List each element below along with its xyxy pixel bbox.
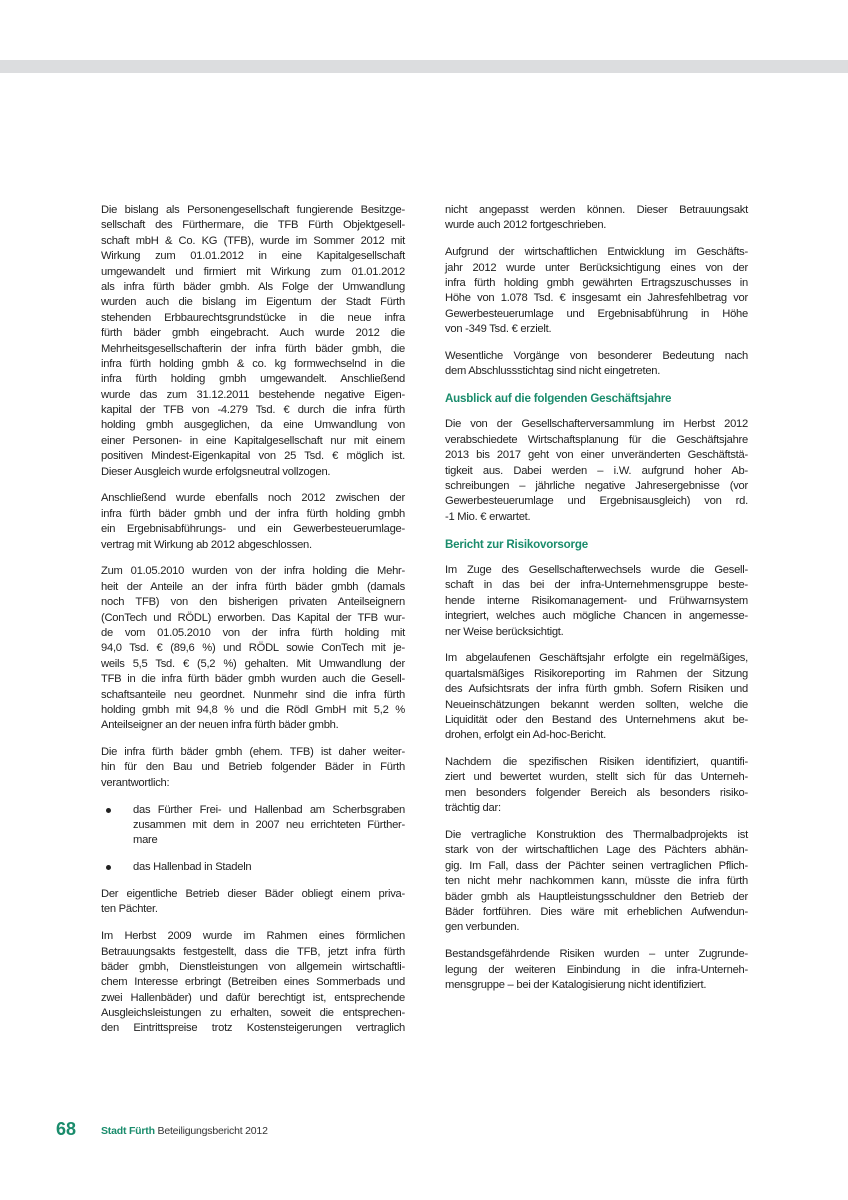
text-line: fürth bäder gmbh eingebracht. Auch wurde 2012 die	[101, 327, 405, 340]
text-line: bäder gmbh als Hauptleistungsschuldner den Betrieb der	[445, 890, 748, 903]
text-line: vertrag mit Wirkung ab 2012 abgeschlossen.	[101, 538, 312, 551]
text-line: 94,0 Tsd. € (89,6 %) und RÖDL sowie ConTech mit je-	[101, 642, 405, 655]
text-line: Nachdem die spezifischen Risiken identifiziert, quantifi-	[445, 756, 748, 769]
text-line: heit der Anteile an der infra fürth bäder gmbh (damals	[101, 580, 405, 593]
text-line: infra fürth holding gmbh gewährten Ertragszuschusses in	[445, 276, 748, 289]
text-line: Betrauungsakts festgestellt, dass die TFB, jetzt infra fürth	[101, 945, 405, 958]
text-line: Mehrheitsgesellschafterin der infra fürth bäder gmbh, die	[101, 342, 405, 355]
paragraph	[445, 417, 748, 525]
text-line: zusammen mit dem in 2007 neu errichteten Fürther-	[133, 819, 405, 832]
text-line: hin für den Bau und Betrieb folgender Bäder in Fürth	[101, 761, 405, 774]
text-line: infra fürth bäder gmbh und der infra fürth holding gmbh	[101, 507, 405, 520]
paragraph	[445, 245, 748, 337]
text-line: men besonders folgender Bereich als besonders risiko-	[445, 786, 748, 799]
footer-title: Beteiligungsbericht 2012	[157, 1125, 268, 1137]
text-line: wurde das zum 31.12.2011 bestehende negative Eigen-	[101, 388, 405, 401]
text-line: Gewerbesteuerumlage und Ergebnisabführung in Höhe	[445, 307, 748, 320]
paragraph	[101, 203, 405, 480]
text-line: gen verbunden.	[445, 921, 520, 934]
text-line: Dieser Ausgleich wurde erfolgsneutral vollzogen.	[101, 465, 331, 478]
text-line: infra fürth holding gmbh umgewandelt. Anschließend	[101, 373, 405, 386]
left-column	[101, 203, 405, 1048]
page-number: 68	[56, 1119, 77, 1139]
paragraph	[445, 203, 748, 234]
section-heading: Bericht zur Risikovorsorge	[445, 537, 588, 551]
text-line: Liquidität oder den Bestand des Unternehmens akut be-	[445, 713, 748, 726]
text-line: Aufgrund der wirtschaftlichen Entwicklung im Geschäfts-	[445, 246, 748, 259]
paragraph	[101, 491, 405, 553]
paragraph	[101, 745, 405, 791]
text-line: Gewerbesteuerumlage und Ergebnisausgleich) von rd.	[445, 495, 748, 508]
text-line: TFB in die infra fürth bäder gmbh wurden auch die Gesell-	[101, 673, 405, 686]
text-line: schreibungen – jährliche negative Jahresergebnisse (vor	[445, 480, 748, 493]
paragraph	[445, 755, 748, 817]
text-line: verabschiedete Wirtschaftsplanung für die Geschäftsjahre	[445, 433, 748, 446]
text-line: ziert und bewertet wurden, stellt sich für das Unterneh-	[445, 771, 748, 784]
page-footer	[0, 1119, 848, 1143]
text-line: stehenden Erbbaurechtsgrundstücke in die neue infra	[101, 311, 405, 324]
text-line: Zum 01.05.2010 wurden von der infra holding die Mehr-	[101, 565, 405, 578]
text-line: kapital der TFB von -4.279 Tsd. € durch die infra fürth	[101, 404, 405, 417]
text-line: Im Herbst 2009 wurde im Rahmen eines förmlichen	[101, 930, 405, 943]
text-line: tigkeit aus. Dabei werden – i.W. aufgrund hoher Ab-	[445, 464, 748, 477]
text-line: dem Abschlussstichtag sind nicht eingetreten.	[445, 365, 661, 378]
paragraph	[445, 828, 748, 936]
text-line: umgewandelt und firmiert mit Wirkung zum 01.01.2012	[101, 265, 405, 278]
text-line: holding gmbh mit 94,8 % und die Rödl GmbH mit 5,2 %	[101, 703, 405, 716]
text-line: -1 Mio. € erwartet.	[445, 510, 531, 523]
text-line: das Hallenbad in Stadeln	[133, 861, 252, 874]
text-line: Ausgleichsleistungen zu erhalten, soweit die entsprechen-	[101, 1007, 405, 1020]
text-line: 2013 bis 2017 geht von einer unveränderten Geschäftstä-	[445, 449, 748, 462]
text-line: von -349 Tsd. € erzielt.	[445, 323, 552, 336]
text-line: schaftsanteile neu geordnet. Nunmehr sind die infra fürth	[101, 688, 405, 701]
text-line: gig. Im Fall, dass der Pächter seinen vertraglichen Pflich-	[445, 859, 748, 872]
text-line: bäder gmbh, Dienstleistungen von allgemein wirtschaftli-	[101, 960, 405, 973]
text-line: stark von der wirtschaftlichen Lage des Pächters abhän-	[445, 844, 748, 857]
text-line: zwei Hallenbäder) und dafür berechtigt ist, entsprechende	[101, 991, 405, 1004]
text-line: nicht angepasst werden können. Dieser Betrauungsakt	[445, 204, 748, 216]
bullet-item	[101, 860, 405, 875]
text-line: ein Ergebnisabführungs- und ein Gewerbesteuerumlage-	[101, 523, 405, 536]
text-line: integriert, welches auch mögliche Chancen in angemesse-	[445, 610, 748, 623]
text-line: trächtig dar:	[445, 802, 501, 815]
text-line: hende interne Risikomanagement- und Frühwarnsystem	[445, 594, 748, 607]
text-line: chem Interesse erbringt (Betreiben eines Sommerbads und	[101, 976, 405, 989]
text-line: Der eigentliche Betrieb dieser Bäder obliegt einem priva-	[101, 887, 405, 900]
text-line: ten Pächter.	[101, 903, 158, 916]
text-line: einer Personen- in eine Kapitalgesellschaft nur mit einem	[101, 434, 405, 447]
footer-text	[101, 1125, 268, 1137]
text-line: positiven Mindest-Eigenkapital von 25 Tsd. € möglich ist.	[101, 450, 405, 463]
text-line: quartalsmäßiges Risikoreporting im Rahmen der Sitzung	[445, 667, 748, 680]
paragraph	[101, 564, 405, 733]
text-line: Im Zuge des Gesellschafterwechsels wurde die Gesell-	[445, 563, 748, 576]
text-line: als infra fürth bäder gmbh. Als Folge der Umwandlung	[101, 280, 405, 293]
text-line: drohen, erfolgt ein Ad-hoc-Bericht.	[445, 729, 607, 742]
text-line: schaft mbH & Co. KG (TFB), wurde im Sommer 2012 mit	[101, 234, 405, 247]
text-line: Die von der Gesellschafterversammlung im Herbst 2012	[445, 418, 748, 431]
top-bar	[0, 60, 848, 73]
text-line: ten nicht mehr nachkommen kann, müsste die infra fürth	[445, 875, 748, 888]
text-line: verantwortlich:	[101, 776, 170, 789]
text-line: infra fürth holding gmbh & co. kg formwechselnd in die	[101, 357, 405, 370]
text-line: des Aufsichtsrats der infra fürth gmbh. Sofern Risiken und	[445, 683, 748, 696]
text-line: weils 5,5 Tsd. € (5,2 %) gehalten. Mit Umwandlung der	[101, 657, 405, 670]
paragraph	[445, 947, 748, 993]
text-line: Die vertragliche Konstruktion des Thermalbadprojekts ist	[445, 829, 748, 842]
text-line: das Fürther Frei- und Hallenbad am Scherbsgraben	[133, 803, 405, 816]
text-line: jahr 2012 wurde unter Berücksichtigung eines von der	[445, 261, 748, 274]
text-line: wurde auch 2012 fortgeschrieben.	[445, 219, 607, 232]
text-line: wurden auch die bislang im Eigentum der Stadt Fürth	[101, 296, 405, 309]
footer-brand: Stadt Fürth	[101, 1125, 155, 1137]
text-line: Neueinschätzungen bekannt werden sollten, welche die	[445, 698, 748, 711]
bullet-icon	[106, 808, 111, 813]
bullet-icon	[106, 865, 111, 870]
text-line: ner Weise berücksichtigt.	[445, 625, 564, 638]
paragraph	[445, 563, 748, 640]
right-column	[445, 203, 748, 1005]
text-line: den Eintrittspreise trotz Kostensteigerungen vertraglich	[101, 1022, 405, 1035]
text-line: Wirkung zum 01.01.2012 in eine Kapitalgesellschaft	[101, 250, 405, 263]
text-line: Höhe von 1.078 Tsd. € insgesamt ein Jahresfehlbetrag vor	[445, 292, 748, 305]
paragraph	[445, 651, 748, 743]
paragraph	[101, 887, 405, 918]
text-line: (ConTech und RÖDL) erworben. Das Kapital der TFB wur-	[101, 611, 405, 624]
text-line: mensgruppe – bei der Katalogisierung nicht identifiziert.	[445, 978, 707, 991]
text-line: schaft in das bei der infra-Unternehmensgruppe beste-	[445, 579, 748, 592]
text-line: holding gmbh ausgeglichen, da eine Umwandlung von	[101, 419, 405, 432]
text-line: legung der weiteren Einbindung in die infra-Unterneh-	[445, 963, 748, 976]
text-line: de vom 01.05.2010 von der infra fürth holding mit	[101, 626, 405, 639]
text-line: Im abgelaufenen Geschäftsjahr erfolgte ein regelmäßiges,	[445, 652, 748, 665]
bullet-item	[101, 803, 405, 849]
text-line: Anteilseigner an der neuen infra fürth bäder gmbh.	[101, 719, 339, 732]
text-line: Anschließend wurde ebenfalls noch 2012 zwischen der	[101, 492, 405, 505]
section-heading: Ausblick auf die folgenden Geschäftsjahre	[445, 392, 672, 406]
text-line: sellschaft des Fürthermare, die TFB Fürth Objektgesell-	[101, 219, 405, 232]
text-line: noch TFB) von den bisherigen privaten Anteilseignern	[101, 596, 405, 609]
text-line: Die bislang als Personengesellschaft fungierende Besitzge-	[101, 204, 405, 216]
text-line: Bäder fortführen. Dies wäre mit erheblichen Aufwendun-	[445, 905, 748, 918]
text-line: Wesentliche Vorgänge von besonderer Bedeutung nach	[445, 349, 748, 362]
text-line: Die infra fürth bäder gmbh (ehem. TFB) ist daher weiter-	[101, 746, 405, 759]
text-line: Bestandsgefährdende Risiken wurden – unter Zugrunde-	[445, 948, 748, 961]
text-line: mare	[133, 834, 158, 847]
paragraph	[101, 929, 405, 1037]
paragraph	[445, 349, 748, 380]
